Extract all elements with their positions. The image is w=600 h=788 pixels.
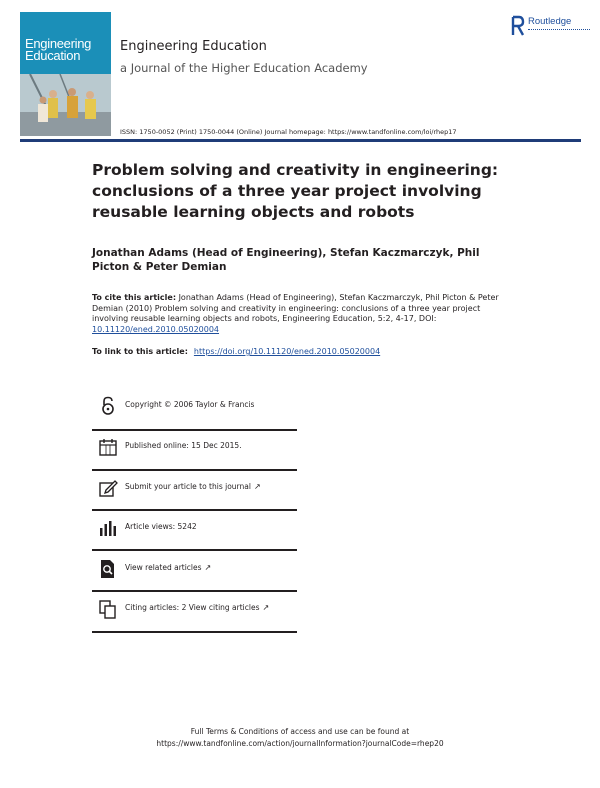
cover-title-line1: Engineering bbox=[25, 36, 92, 51]
journal-homepage-link[interactable]: https://www.tandfonline.com/loi/rhep17 bbox=[327, 128, 457, 136]
submit-row[interactable] bbox=[92, 476, 297, 506]
issn-text: ISSN: 1750-0052 (Print) 1750-0044 (Online) Journal homepage: bbox=[120, 128, 328, 136]
citation-block bbox=[92, 293, 512, 335]
copyright-row bbox=[92, 394, 297, 424]
info-divider bbox=[92, 590, 297, 592]
publisher-name: Routledge bbox=[528, 16, 572, 27]
citing-articles-link[interactable] bbox=[125, 603, 269, 612]
footer-terms-url[interactable]: https://www.tandfonline.com/action/journalInformation?journalCode=rhep20 bbox=[156, 739, 444, 748]
journal-cover-image bbox=[20, 12, 111, 136]
external-link-icon: ↗ bbox=[253, 482, 261, 491]
info-divider bbox=[92, 631, 297, 633]
related-label[interactable]: View related articles bbox=[125, 563, 202, 572]
cover-title-line2: Education bbox=[25, 48, 81, 63]
citing-label[interactable]: Citing articles: 2 View citing articles bbox=[125, 603, 260, 612]
submit-label[interactable]: Submit your article to this journal bbox=[125, 482, 251, 491]
link-label: To link to this article: bbox=[92, 347, 188, 356]
info-divider bbox=[92, 469, 297, 471]
publisher-logo bbox=[511, 14, 591, 42]
calendar-icon bbox=[98, 437, 118, 457]
citing-row[interactable] bbox=[92, 597, 297, 627]
citing-documents-icon bbox=[98, 599, 118, 619]
journal-subtitle: a Journal of the Higher Education Academy bbox=[120, 61, 368, 75]
cite-text: Jonathan Adams (Head of Engineering), Stefan Kaczmarczyk, Phil Picton & Peter Demian (2010) Problem solving and creativity in engineering: conclusions of a three year project involving reusable learning objects and robots, Engineering Education, 5:2, 4-17, DOI: bbox=[92, 293, 499, 323]
bar-chart-icon bbox=[98, 518, 118, 538]
info-divider bbox=[92, 429, 297, 431]
published-text: Published online: 15 Dec 2015. bbox=[125, 441, 242, 450]
edit-pencil-icon bbox=[98, 478, 118, 498]
views-row bbox=[92, 516, 297, 546]
external-link-icon: ↗ bbox=[262, 603, 270, 612]
info-divider bbox=[92, 549, 297, 551]
article-doi-link[interactable]: https://doi.org/10.11120/ened.2010.05020004 bbox=[193, 347, 381, 356]
related-row[interactable] bbox=[92, 557, 297, 587]
open-access-lock-icon bbox=[98, 396, 118, 416]
article-title: Problem solving and creativity in engineering: conclusions of a three year project involving reusable learning objects and robots bbox=[92, 161, 499, 221]
article-link-line bbox=[92, 347, 380, 356]
footer-terms-line: Full Terms & Conditions of access and use can be found at bbox=[190, 727, 410, 736]
related-articles-link[interactable] bbox=[125, 563, 211, 572]
views-text: Article views: 5242 bbox=[125, 522, 197, 531]
publisher-tagline-rule bbox=[528, 29, 590, 33]
info-divider bbox=[92, 509, 297, 511]
cover-title bbox=[25, 38, 91, 62]
external-link-icon: ↗ bbox=[204, 563, 212, 572]
copyright-text: Copyright © 2006 Taylor & Francis bbox=[125, 400, 255, 409]
routledge-r-icon bbox=[511, 14, 525, 38]
submit-article-link[interactable] bbox=[125, 482, 261, 491]
cover-photo bbox=[20, 74, 111, 136]
article-authors: Jonathan Adams (Head of Engineering), Stefan Kaczmarczyk, Phil Picton & Peter Demian bbox=[92, 247, 480, 273]
cite-label: To cite this article: bbox=[92, 293, 177, 302]
search-document-icon bbox=[98, 559, 118, 579]
journal-name: Engineering Education bbox=[120, 39, 267, 54]
cite-doi-link[interactable]: 10.11120/ened.2010.05020004 bbox=[92, 324, 220, 334]
published-row bbox=[92, 435, 297, 465]
header-divider bbox=[20, 139, 581, 142]
issn-line bbox=[120, 128, 457, 136]
